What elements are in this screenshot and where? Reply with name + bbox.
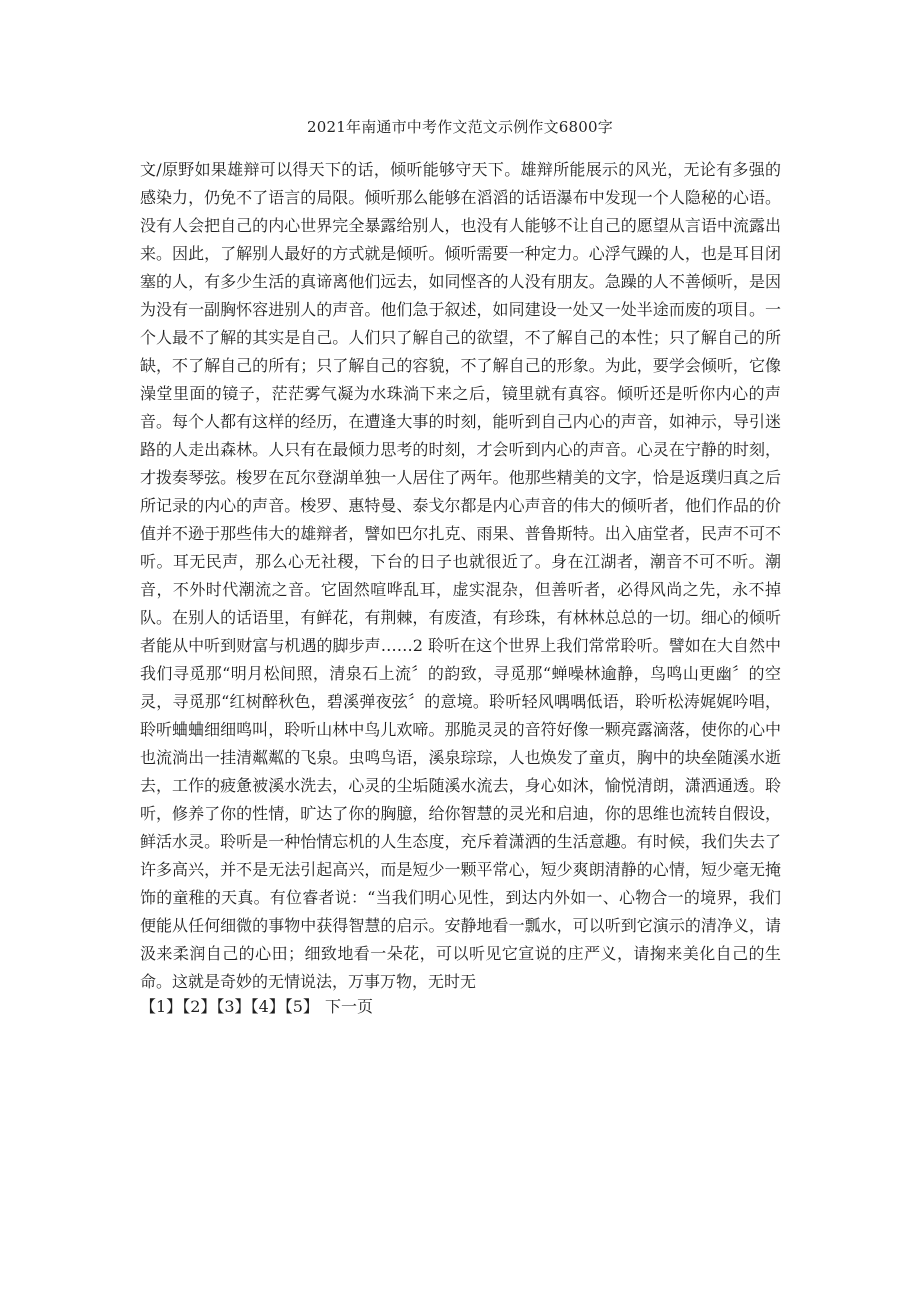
page-link-5[interactable]: 【5】 [284,997,319,1016]
document-title: 2021年南通市中考作文范文示例作文6800字 [307,118,613,136]
page-link-4[interactable]: 【4】 [250,997,285,1016]
page-link-3[interactable]: 【3】 [216,997,251,1016]
page-link-1[interactable]: 【1】 [140,997,183,1016]
pagination [140,993,781,1021]
article-body: 文/原野如果雄辩可以得天下的话，倾听能够守天下。雄辩所能展示的风光，无论有多强的感染力，仍免不了语言的局限。倾听那么能够在滔滔的话语瀑布中发现一个人隐秘的心语。没有人会把自己的内心世界完全暴露给别人，也没有人能够不让自己的愿望从言语中流露出来。因此，了解别人最好的方式就是倾听。倾听需要一种定力。心浮气躁的人，也是耳目闭塞的人，有多少生活的真谛离他们远去，如同悭吝的人没有朋友。急躁的人不善倾听，是因为没有一副胸怀容进别人的声音。他们急于叙述，如同建设一处又一处半途而废的项目。一个人最不了解的其实是自己。人们只了解自己的欲望，不了解自己的本性；只了解自己的所缺，不了解自己的所有；只了解自己的容貌，不了解自己的形象。为此，要学会倾听，它像澡堂里面的镜子，茫茫雾气凝为水珠淌下来之后，镜里就有真容。倾听还是听你内心的声音。每个人都有这样的经历，在遭逢大事的时刻，能听到自己内心的声音，如神示，导引迷路的人走出森林。人只有在最倾力思考的时刻，才会听到内心的声音。心灵在宁静的时刻，才拨奏琴弦。梭罗在瓦尔登湖单独一人居住了两年。他那些精美的文字，恰是返璞归真之后所记录的内心的声音。梭罗、惠特曼、泰戈尔都是内心声音的伟大的倾听者，他们作品的价值并不逊于那些伟大的雄辩者，譬如巴尔扎克、雨果、普鲁斯特。出入庙堂者，民声不可不听。耳无民声，那么心无社稷，下台的日子也就很近了。身在江湖者，潮音不可不听。潮音，不外时代潮流之音。它固然喧哗乱耳，虚实混杂，但善听者，必得风尚之先，永不掉队。在别人的话语里，有鲜花，有荆棘，有废渣，有珍珠，有林林总总的一切。细心的倾听者能从中听到财富与机遇的脚步声……2 聆听在这个世界上我们常常聆听。譬如在大自然中我们寻觅那“明月松间照，清泉石上流〞的韵致，寻觅那“蝉噪林逾静，鸟鸣山更幽〞的空灵，寻觅那“红树醉秋色，碧溪弹夜弦〞的意境。聆听轻风喁喁低语，聆听松涛娓娓吟唱，聆听蛐蛐细细鸣叫，聆听山林中鸟儿欢啼。那脆灵灵的音符好像一颗亮露滴落，使你的心中也流淌出一挂清粼粼的飞泉。虫鸣鸟语，溪泉琮琮，人也焕发了童贞，胸中的块垒随溪水逝去，工作的疲惫被溪水洗去，心灵的尘垢随溪水流去，身心如沐，愉悦清朗，潇洒通透。聆听，修养了你的性情，旷达了你的胸臆，给你智慧的灵光和启迪，你的思维也流转自假设，鲜活水灵。聆听是一种怡情忘机的人生态度，充斥着潇洒的生活意趣。有时候，我们失去了许多高兴，并不是无法引起高兴，而是短少一颗平常心，短少爽朗清静的心情，短少毫无掩饰的童稚的天真。有位睿者说：“当我们明心见性，到达内外如一、心物合一的境界，我们便能从任何细微的事物中获得智慧的启示。安静地看一瓢水，可以听到它演示的清净义，请汲来柔润自己的心田；细致地看一朵花，可以听见它宣说的庄严义，请掬来美化自己的生命。这就是奇妙的无情说法，万事万物，无时无 [140,160,781,991]
next-page-link[interactable]: 下一页 [324,997,373,1016]
page-link-2[interactable]: 【2】 [182,997,217,1016]
